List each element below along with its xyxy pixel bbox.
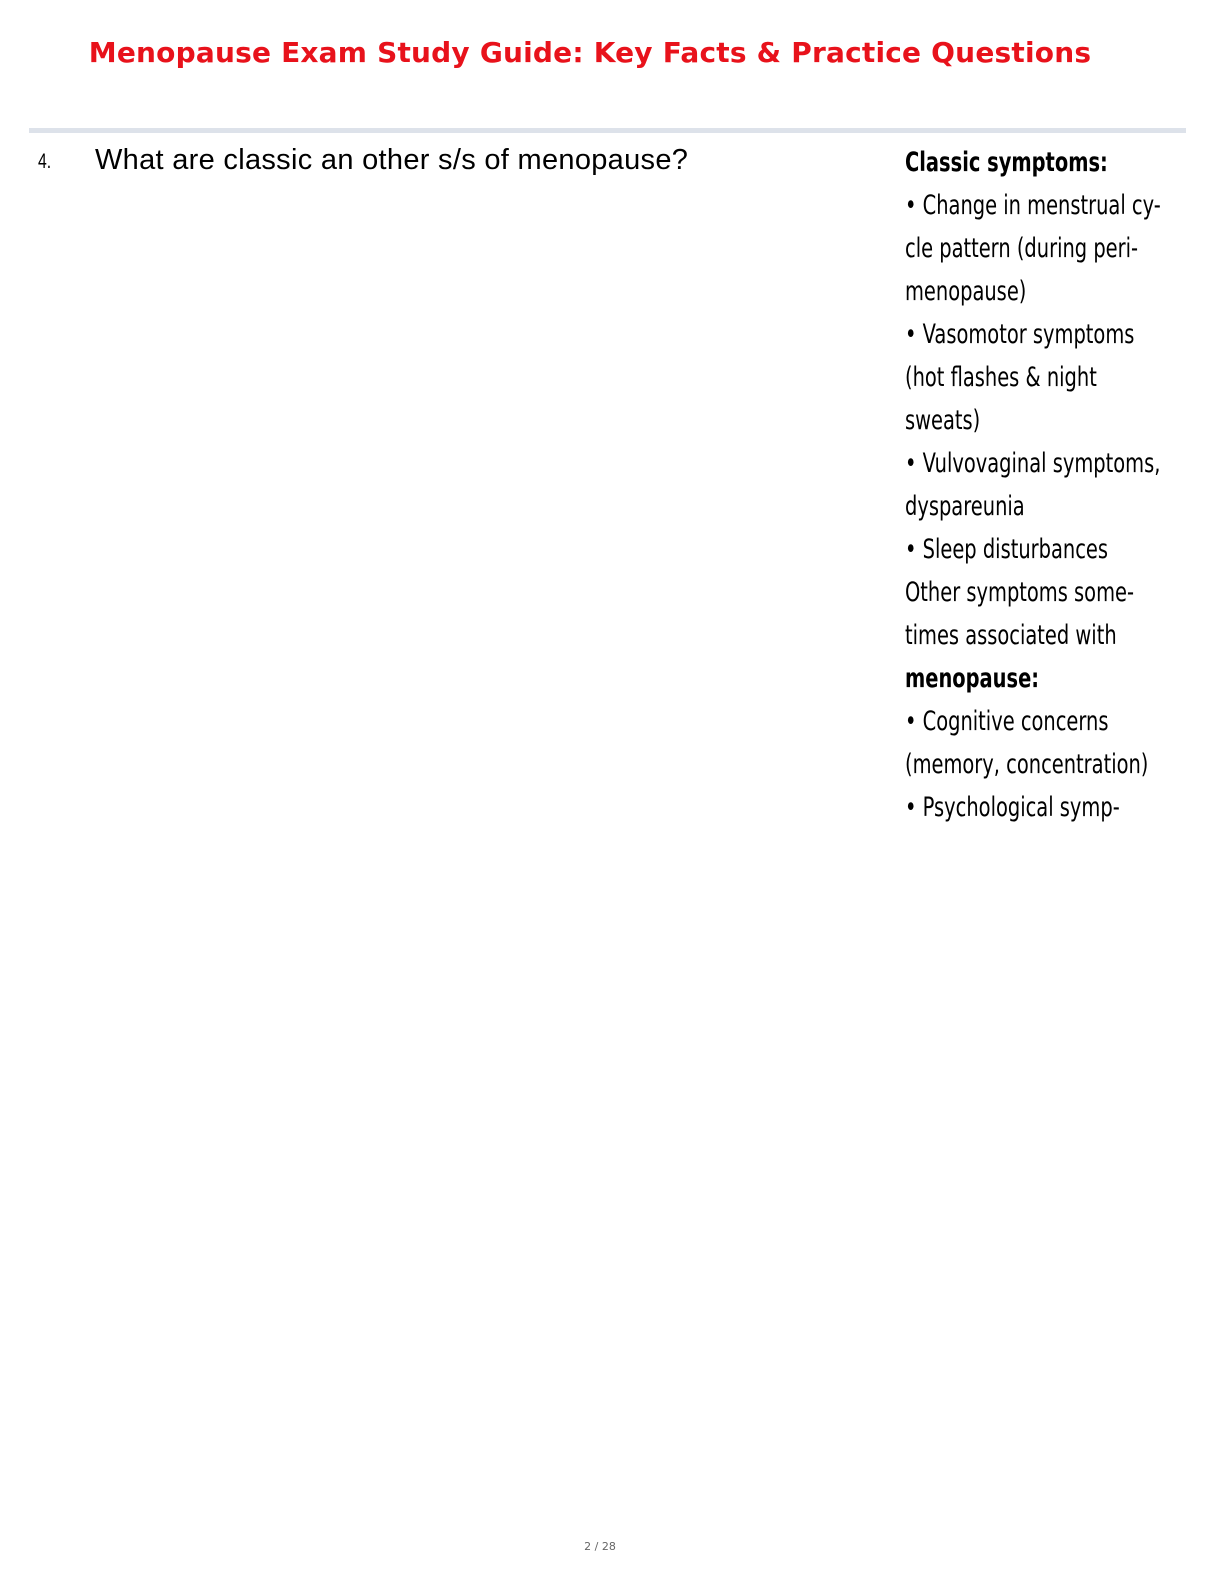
answer-line: times associated with [905, 620, 1117, 651]
answer-line: sweats) [905, 405, 981, 436]
answer-line: menopause: [905, 663, 1040, 694]
answer-line: • Vulvovaginal symptoms, [905, 448, 1161, 479]
answer-line: • Sleep disturbances [905, 534, 1108, 565]
answer-line: Other symptoms some- [905, 577, 1134, 608]
answer-line: dyspareunia [905, 491, 1025, 522]
answer-line: (memory, concentration) [905, 749, 1149, 780]
page-number: 2 / 28 [584, 1540, 616, 1553]
header-divider [29, 128, 1186, 133]
answer-line: • Psychological symp- [905, 792, 1120, 823]
answer-line: • Change in menstrual cy- [905, 190, 1161, 221]
answer-line: (hot flashes & night [905, 362, 1097, 393]
answer-line: • Vasomotor symptoms [905, 319, 1135, 350]
answer-line: Classic symptoms: [905, 147, 1108, 178]
answer-line: • Cognitive concerns [905, 706, 1109, 737]
answer-block [905, 141, 1205, 829]
question-text: What are classic an other s/s of menopause? [95, 144, 689, 176]
document-title: Menopause Exam Study Guide: Key Facts & Practice Questions [88, 36, 1092, 69]
answer-line: menopause) [905, 276, 1027, 307]
question-number: 4. [38, 150, 52, 173]
answer-line: cle pattern (during peri- [905, 233, 1139, 264]
